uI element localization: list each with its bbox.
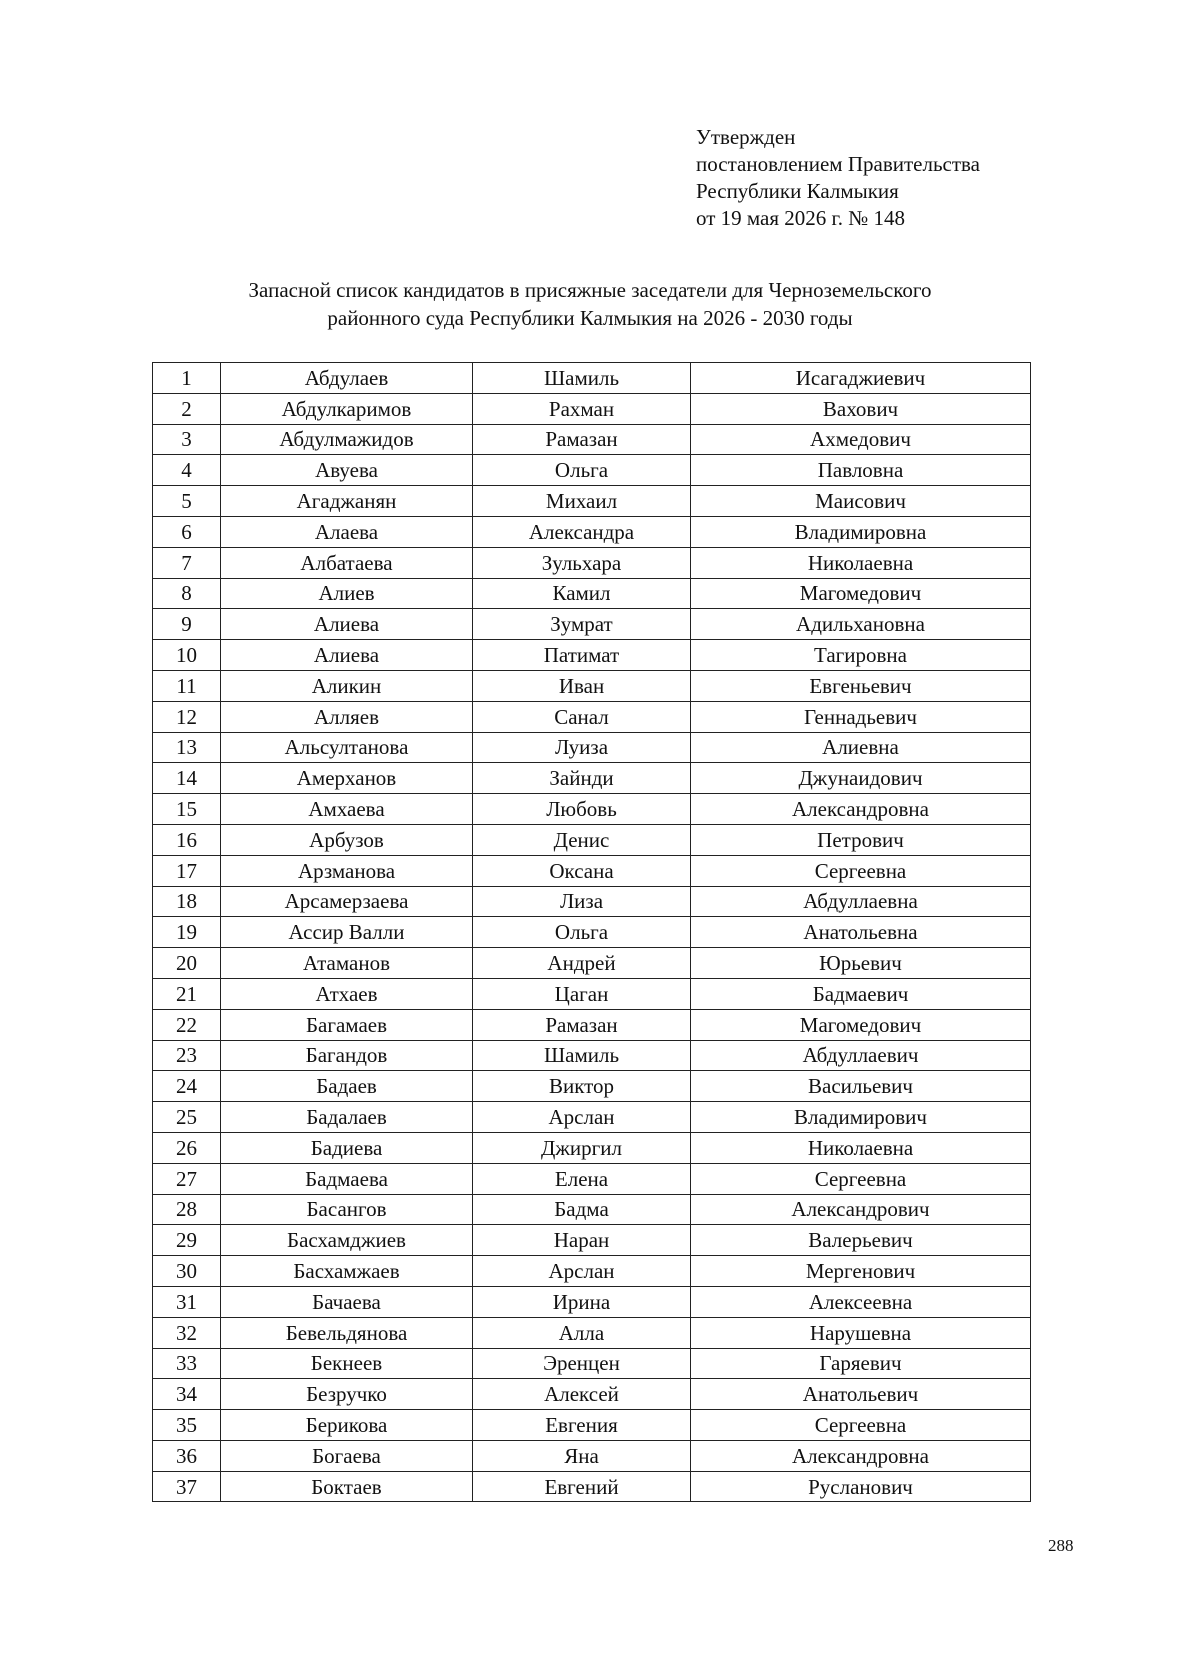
patronymic-cell: Магомедович (691, 1009, 1031, 1040)
row-number-cell: 37 (153, 1471, 221, 1502)
row-number-cell: 13 (153, 732, 221, 763)
table-row (153, 948, 1031, 979)
first-name-cell: Ольга (473, 917, 691, 948)
patronymic-cell: Алиевна (691, 732, 1031, 763)
row-number-cell: 6 (153, 516, 221, 547)
row-number-cell: 24 (153, 1071, 221, 1102)
row-number-cell: 5 (153, 486, 221, 517)
surname-cell: Абдулаев (221, 363, 473, 394)
candidates-table (152, 362, 1031, 1502)
row-number-cell: 31 (153, 1286, 221, 1317)
table-row (153, 1225, 1031, 1256)
surname-cell: Албатаева (221, 547, 473, 578)
row-number-cell: 14 (153, 763, 221, 794)
surname-cell: Арзманова (221, 855, 473, 886)
patronymic-cell: Евгеньевич (691, 670, 1031, 701)
surname-cell: Безручко (221, 1379, 473, 1410)
patronymic-cell: Мергенович (691, 1256, 1031, 1287)
row-number-cell: 7 (153, 547, 221, 578)
patronymic-cell: Николаевна (691, 1132, 1031, 1163)
surname-cell: Ассир Валли (221, 917, 473, 948)
patronymic-cell: Геннадьевич (691, 701, 1031, 732)
surname-cell: Алаева (221, 516, 473, 547)
patronymic-cell: Ахмедович (691, 424, 1031, 455)
row-number-cell: 26 (153, 1132, 221, 1163)
surname-cell: Бадмаева (221, 1163, 473, 1194)
surname-cell: Амерханов (221, 763, 473, 794)
row-number-cell: 33 (153, 1348, 221, 1379)
surname-cell: Багамаев (221, 1009, 473, 1040)
row-number-cell: 1 (153, 363, 221, 394)
surname-cell: Бевельдянова (221, 1317, 473, 1348)
first-name-cell: Луиза (473, 732, 691, 763)
surname-cell: Аликин (221, 670, 473, 701)
surname-cell: Басангов (221, 1194, 473, 1225)
table-row (153, 1194, 1031, 1225)
row-number-cell: 12 (153, 701, 221, 732)
row-number-cell: 15 (153, 794, 221, 825)
row-number-cell: 9 (153, 609, 221, 640)
patronymic-cell: Бадмаевич (691, 978, 1031, 1009)
row-number-cell: 2 (153, 393, 221, 424)
surname-cell: Багандов (221, 1040, 473, 1071)
patronymic-cell: Александрович (691, 1194, 1031, 1225)
table-row (153, 1132, 1031, 1163)
table-row (153, 363, 1031, 394)
first-name-cell: Алла (473, 1317, 691, 1348)
patronymic-cell: Александровна (691, 1440, 1031, 1471)
first-name-cell: Шамиль (473, 1040, 691, 1071)
patronymic-cell: Сергеевна (691, 1163, 1031, 1194)
first-name-cell: Алексей (473, 1379, 691, 1410)
approval-date-line: от 19 мая 2026 г. № 148 (696, 206, 906, 230)
first-name-cell: Евгения (473, 1410, 691, 1441)
row-number-cell: 34 (153, 1379, 221, 1410)
patronymic-cell: Анатольевич (691, 1379, 1031, 1410)
table-row (153, 1471, 1031, 1502)
table-row (153, 978, 1031, 1009)
table-row (153, 455, 1031, 486)
row-number-cell: 11 (153, 670, 221, 701)
row-number-cell: 18 (153, 886, 221, 917)
surname-cell: Бадиева (221, 1132, 473, 1163)
table-row (153, 1102, 1031, 1133)
row-number-cell: 8 (153, 578, 221, 609)
patronymic-cell: Нарушевна (691, 1317, 1031, 1348)
table-row (153, 578, 1031, 609)
table-row (153, 670, 1031, 701)
first-name-cell: Елена (473, 1163, 691, 1194)
first-name-cell: Камил (473, 578, 691, 609)
patronymic-cell: Юрьевич (691, 948, 1031, 979)
approval-block (696, 124, 980, 232)
table-row (153, 1317, 1031, 1348)
surname-cell: Атхаев (221, 978, 473, 1009)
table-row (153, 1440, 1031, 1471)
first-name-cell: Зайнди (473, 763, 691, 794)
table-row (153, 1286, 1031, 1317)
row-number-cell: 17 (153, 855, 221, 886)
patronymic-cell: Маисович (691, 486, 1031, 517)
surname-cell: Берикова (221, 1410, 473, 1441)
surname-cell: Абдулкаримов (221, 393, 473, 424)
table-row (153, 824, 1031, 855)
table-row (153, 424, 1031, 455)
surname-cell: Алиев (221, 578, 473, 609)
surname-cell: Арсамерзаева (221, 886, 473, 917)
row-number-cell: 10 (153, 640, 221, 671)
surname-cell: Алиева (221, 609, 473, 640)
patronymic-cell: Вахович (691, 393, 1031, 424)
row-number-cell: 25 (153, 1102, 221, 1133)
first-name-cell: Арслан (473, 1256, 691, 1287)
row-number-cell: 27 (153, 1163, 221, 1194)
row-number-cell: 28 (153, 1194, 221, 1225)
table-row (153, 1410, 1031, 1441)
surname-cell: Алляев (221, 701, 473, 732)
first-name-cell: Санал (473, 701, 691, 732)
patronymic-cell: Адильхановна (691, 609, 1031, 640)
first-name-cell: Рамазан (473, 424, 691, 455)
first-name-cell: Ольга (473, 455, 691, 486)
table-row (153, 1163, 1031, 1194)
first-name-cell: Денис (473, 824, 691, 855)
table-row (153, 1348, 1031, 1379)
table-row (153, 1009, 1031, 1040)
first-name-cell: Лиза (473, 886, 691, 917)
table-row (153, 516, 1031, 547)
patronymic-cell: Павловна (691, 455, 1031, 486)
patronymic-cell: Абдуллаевна (691, 886, 1031, 917)
first-name-cell: Джиргил (473, 1132, 691, 1163)
patronymic-cell: Владимировна (691, 516, 1031, 547)
surname-cell: Басхамджиев (221, 1225, 473, 1256)
patronymic-cell: Русланович (691, 1471, 1031, 1502)
row-number-cell: 4 (153, 455, 221, 486)
surname-cell: Боктаев (221, 1471, 473, 1502)
patronymic-cell: Владимирович (691, 1102, 1031, 1133)
first-name-cell: Александра (473, 516, 691, 547)
surname-cell: Бачаева (221, 1286, 473, 1317)
first-name-cell: Иван (473, 670, 691, 701)
row-number-cell: 30 (153, 1256, 221, 1287)
patronymic-cell: Валерьевич (691, 1225, 1031, 1256)
surname-cell: Бекнеев (221, 1348, 473, 1379)
table-row (153, 917, 1031, 948)
patronymic-cell: Абдуллаевич (691, 1040, 1031, 1071)
candidates-table-body (153, 363, 1031, 1502)
row-number-cell: 19 (153, 917, 221, 948)
table-row (153, 1256, 1031, 1287)
patronymic-cell: Сергеевна (691, 1410, 1031, 1441)
row-number-cell: 21 (153, 978, 221, 1009)
first-name-cell: Рамазан (473, 1009, 691, 1040)
table-row (153, 763, 1031, 794)
surname-cell: Басхамжаев (221, 1256, 473, 1287)
first-name-cell: Андрей (473, 948, 691, 979)
patronymic-cell: Васильевич (691, 1071, 1031, 1102)
document-title (150, 276, 1030, 332)
first-name-cell: Бадма (473, 1194, 691, 1225)
surname-cell: Абдулмажидов (221, 424, 473, 455)
surname-cell: Амхаева (221, 794, 473, 825)
first-name-cell: Евгений (473, 1471, 691, 1502)
first-name-cell: Рахман (473, 393, 691, 424)
table-row (153, 393, 1031, 424)
patronymic-cell: Александровна (691, 794, 1031, 825)
table-row (153, 1071, 1031, 1102)
patronymic-cell: Магомедович (691, 578, 1031, 609)
first-name-cell: Михаил (473, 486, 691, 517)
approval-line: Утвержден (696, 125, 796, 149)
patronymic-cell: Алексеевна (691, 1286, 1031, 1317)
title-line: районного суда Республики Калмыкия на 2026 - 2030 годы (327, 306, 853, 330)
first-name-cell: Эренцен (473, 1348, 691, 1379)
surname-cell: Авуева (221, 455, 473, 486)
first-name-cell: Шамиль (473, 363, 691, 394)
patronymic-cell: Анатольевна (691, 917, 1031, 948)
patronymic-cell: Гаряевич (691, 1348, 1031, 1379)
surname-cell: Богаева (221, 1440, 473, 1471)
row-number-cell: 36 (153, 1440, 221, 1471)
row-number-cell: 29 (153, 1225, 221, 1256)
table-row (153, 701, 1031, 732)
approval-line: постановлением Правительства (696, 152, 981, 176)
patronymic-cell: Петрович (691, 824, 1031, 855)
surname-cell: Бадалаев (221, 1102, 473, 1133)
first-name-cell: Арслан (473, 1102, 691, 1133)
row-number-cell: 32 (153, 1317, 221, 1348)
first-name-cell: Зульхара (473, 547, 691, 578)
page-number: 288 (1048, 1536, 1074, 1555)
title-line: Запасной список кандидатов в присяжные заседатели для Черноземельского (248, 278, 932, 302)
patronymic-cell: Джунаидович (691, 763, 1031, 794)
approval-line: Республики Калмыкия (696, 179, 899, 203)
table-row (153, 640, 1031, 671)
patronymic-cell: Николаевна (691, 547, 1031, 578)
table-row (153, 609, 1031, 640)
surname-cell: Алиева (221, 640, 473, 671)
table-row (153, 1040, 1031, 1071)
first-name-cell: Цаган (473, 978, 691, 1009)
first-name-cell: Патимат (473, 640, 691, 671)
first-name-cell: Любовь (473, 794, 691, 825)
first-name-cell: Ирина (473, 1286, 691, 1317)
surname-cell: Бадаев (221, 1071, 473, 1102)
table-row (153, 1379, 1031, 1410)
table-row (153, 886, 1031, 917)
first-name-cell: Виктор (473, 1071, 691, 1102)
patronymic-cell: Сергеевна (691, 855, 1031, 886)
row-number-cell: 20 (153, 948, 221, 979)
first-name-cell: Оксана (473, 855, 691, 886)
surname-cell: Арбузов (221, 824, 473, 855)
table-row (153, 794, 1031, 825)
first-name-cell: Наран (473, 1225, 691, 1256)
row-number-cell: 35 (153, 1410, 221, 1441)
row-number-cell: 3 (153, 424, 221, 455)
first-name-cell: Яна (473, 1440, 691, 1471)
surname-cell: Агаджанян (221, 486, 473, 517)
table-row (153, 855, 1031, 886)
surname-cell: Атаманов (221, 948, 473, 979)
table-row (153, 486, 1031, 517)
patronymic-cell: Исагаджиевич (691, 363, 1031, 394)
patronymic-cell: Тагировна (691, 640, 1031, 671)
table-row (153, 547, 1031, 578)
table-row (153, 732, 1031, 763)
row-number-cell: 22 (153, 1009, 221, 1040)
row-number-cell: 23 (153, 1040, 221, 1071)
row-number-cell: 16 (153, 824, 221, 855)
first-name-cell: Зумрат (473, 609, 691, 640)
surname-cell: Альсултанова (221, 732, 473, 763)
